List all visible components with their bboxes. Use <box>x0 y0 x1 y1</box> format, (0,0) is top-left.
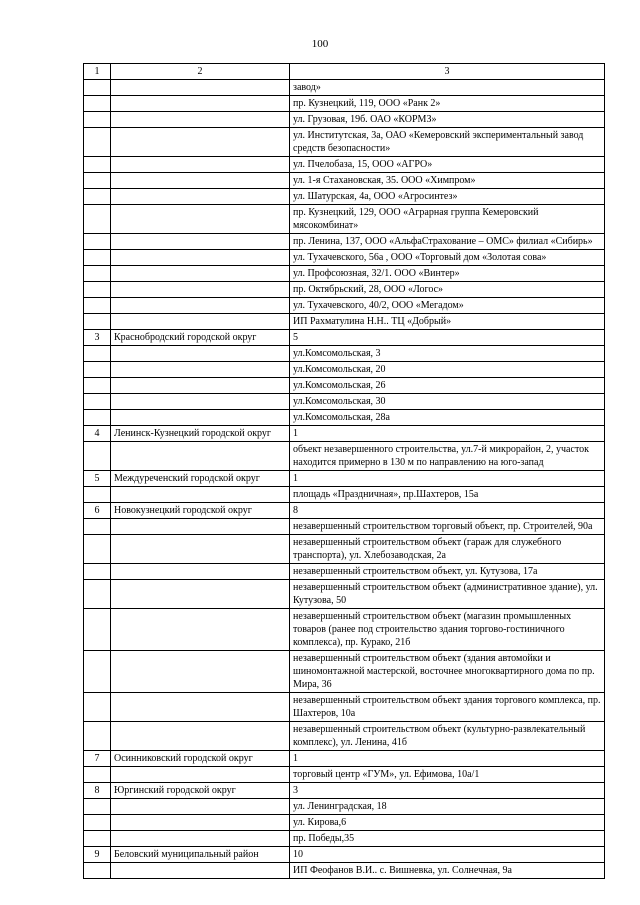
table-row <box>84 442 605 471</box>
row-number-cell <box>84 298 111 314</box>
district-name-cell <box>111 831 290 847</box>
row-number-cell <box>84 799 111 815</box>
district-name-cell <box>111 693 290 722</box>
address-cell: незавершенный строительством торговый объект, пр. Строителей, 90а <box>290 519 605 535</box>
row-number-cell <box>84 80 111 96</box>
district-name-cell <box>111 487 290 503</box>
row-number-cell <box>84 189 111 205</box>
address-cell: ул.Комсомольская, 20 <box>290 362 605 378</box>
table-row <box>84 189 605 205</box>
district-name-cell <box>111 80 290 96</box>
row-number-cell: 7 <box>84 751 111 767</box>
table-row <box>84 751 605 767</box>
address-cell: 5 <box>290 330 605 346</box>
address-cell: завод» <box>290 80 605 96</box>
address-cell: ул. Кирова,6 <box>290 815 605 831</box>
address-cell: ИП Рахматулина Н.Н.. ТЦ «Добрый» <box>290 314 605 330</box>
district-name-cell <box>111 815 290 831</box>
table-row <box>84 266 605 282</box>
table-row <box>84 394 605 410</box>
district-name-cell <box>111 250 290 266</box>
address-cell: пр. Октябрьский, 28, ООО «Логос» <box>290 282 605 298</box>
row-number-cell: 4 <box>84 426 111 442</box>
table-row <box>84 847 605 863</box>
page-number: 100 <box>311 38 329 50</box>
row-number-cell <box>84 564 111 580</box>
address-cell: пр. Ленина, 137, ООО «АльфаСтрахование – ОМС» филиал «Сибирь» <box>290 234 605 250</box>
district-name-cell: Ленинск-Кузнецкий городской округ <box>111 426 290 442</box>
row-number-cell <box>84 410 111 426</box>
address-cell: ул.Комсомольская, 30 <box>290 394 605 410</box>
table-row <box>84 410 605 426</box>
row-number-cell <box>84 863 111 879</box>
table-row <box>84 128 605 157</box>
district-name-cell <box>111 442 290 471</box>
row-number-cell <box>84 487 111 503</box>
district-name-cell <box>111 722 290 751</box>
address-cell: ул. Ленинградская, 18 <box>290 799 605 815</box>
row-number-cell <box>84 346 111 362</box>
table-row <box>84 96 605 112</box>
address-cell: ул. Шатурская, 4а, ООО «Агросинтез» <box>290 189 605 205</box>
district-name-cell <box>111 580 290 609</box>
header-cell: 3 <box>290 64 605 80</box>
address-cell: пр. Кузнецкий, 119, ООО «Ранк 2» <box>290 96 605 112</box>
address-cell: объект незавершенного строительства, ул.7-й микрорайон, 2, участок находится примерно в 130 м по направлению на юго-запад <box>290 442 605 471</box>
district-name-cell <box>111 189 290 205</box>
district-name-cell <box>111 234 290 250</box>
district-name-cell <box>111 282 290 298</box>
table-row <box>84 651 605 693</box>
table-row <box>84 378 605 394</box>
table-row <box>84 205 605 234</box>
table-row <box>84 314 605 330</box>
address-cell: 3 <box>290 783 605 799</box>
row-number-cell <box>84 205 111 234</box>
header-cell: 1 <box>84 64 111 80</box>
district-name-cell <box>111 157 290 173</box>
row-number-cell <box>84 519 111 535</box>
header-cell: 2 <box>111 64 290 80</box>
address-cell: ул. Пчелобаза, 15, ООО «АГРО» <box>290 157 605 173</box>
address-cell: незавершенный строительством объект (гараж для служебного транспорта), ул. Хлебозаводская, 2а <box>290 535 605 564</box>
district-name-cell <box>111 799 290 815</box>
row-number-cell <box>84 157 111 173</box>
table-row <box>84 722 605 751</box>
district-name-cell: Беловский муниципальный район <box>111 847 290 863</box>
address-cell: 1 <box>290 751 605 767</box>
row-number-cell <box>84 580 111 609</box>
district-name-cell <box>111 651 290 693</box>
row-number-cell <box>84 234 111 250</box>
table-row <box>84 783 605 799</box>
address-cell: ул. Тухачевского, 40/2, ООО «Мегадом» <box>290 298 605 314</box>
table-row <box>84 863 605 879</box>
district-name-cell <box>111 378 290 394</box>
table-row <box>84 609 605 651</box>
table-row <box>84 564 605 580</box>
row-number-cell: 5 <box>84 471 111 487</box>
address-cell: ул. Тухачевского, 56а , ООО «Торговый дом «Золотая сова» <box>290 250 605 266</box>
row-number-cell: 3 <box>84 330 111 346</box>
district-name-cell: Междуреченский городской округ <box>111 471 290 487</box>
row-number-cell: 9 <box>84 847 111 863</box>
row-number-cell <box>84 815 111 831</box>
row-number-cell <box>84 831 111 847</box>
table-row <box>84 112 605 128</box>
address-cell: ул. Институтская, 3а, ОАО «Кемеровский экспериментальный завод средств безопасности» <box>290 128 605 157</box>
district-name-cell <box>111 96 290 112</box>
address-cell: ул.Комсомольская, 26 <box>290 378 605 394</box>
row-number-cell <box>84 609 111 651</box>
table-row <box>84 298 605 314</box>
row-number-cell <box>84 96 111 112</box>
address-cell: ул. Грузовая, 19б. ОАО «КОРМЗ» <box>290 112 605 128</box>
row-number-cell <box>84 314 111 330</box>
row-number-cell <box>84 128 111 157</box>
row-number-cell <box>84 535 111 564</box>
district-name-cell: Юргинский городской округ <box>111 783 290 799</box>
district-name-cell <box>111 266 290 282</box>
address-cell: ул.Комсомольская, 3 <box>290 346 605 362</box>
row-number-cell <box>84 394 111 410</box>
address-cell: незавершенный строительством объект (магазин промышленных товаров (ранее под строительство здания торгово-гостиничного комплекса), пр. Курако, 21б <box>290 609 605 651</box>
row-number-cell <box>84 651 111 693</box>
address-cell: 1 <box>290 426 605 442</box>
district-name-cell <box>111 112 290 128</box>
address-cell: площадь «Праздничная», пр.Шахтеров, 15а <box>290 487 605 503</box>
table-row <box>84 346 605 362</box>
address-cell: незавершенный строительством объект (культурно-развлекательный комплекс), ул. Ленина, 41б <box>290 722 605 751</box>
address-cell: незавершенный строительством объект, ул. Кутузова, 17а <box>290 564 605 580</box>
district-name-cell <box>111 205 290 234</box>
row-number-cell: 8 <box>84 783 111 799</box>
district-name-cell: Новокузнецкий городской округ <box>111 503 290 519</box>
address-cell: ул. Профсоюзная, 32/1. ООО «Винтер» <box>290 266 605 282</box>
district-name-cell <box>111 863 290 879</box>
address-cell: 1 <box>290 471 605 487</box>
district-name-cell: Краснобродский городской округ <box>111 330 290 346</box>
district-name-cell <box>111 128 290 157</box>
district-name-cell <box>111 767 290 783</box>
address-cell: ул.Комсомольская, 28а <box>290 410 605 426</box>
table-row <box>84 503 605 519</box>
table-row <box>84 767 605 783</box>
address-cell: ул. 1-я Стахановская, 35. ООО «Химпром» <box>290 173 605 189</box>
table-row <box>84 535 605 564</box>
table-row <box>84 157 605 173</box>
district-name-cell <box>111 314 290 330</box>
district-name-cell <box>111 394 290 410</box>
row-number-cell: 6 <box>84 503 111 519</box>
row-number-cell <box>84 250 111 266</box>
address-cell: 10 <box>290 847 605 863</box>
row-number-cell <box>84 266 111 282</box>
address-cell: ИП Феофанов В.И.. с. Вишневка, ул. Солнечная, 9а <box>290 863 605 879</box>
address-cell: незавершенный строительством объект (административное здание), ул. Кутузова, 50 <box>290 580 605 609</box>
table-row <box>84 799 605 815</box>
district-name-cell <box>111 298 290 314</box>
district-name-cell <box>111 609 290 651</box>
table-row <box>84 580 605 609</box>
table-row <box>84 80 605 96</box>
row-number-cell <box>84 362 111 378</box>
district-name-cell <box>111 410 290 426</box>
district-name-cell <box>111 346 290 362</box>
table-row <box>84 234 605 250</box>
table-row <box>84 471 605 487</box>
address-cell: незавершенный строительством объект здания торгового комплекса, пр. Шахтеров, 10а <box>290 693 605 722</box>
district-name-cell <box>111 173 290 189</box>
table-row <box>84 693 605 722</box>
table-row <box>84 250 605 266</box>
address-cell: незавершенный строительством объект (здания автомойки и шиномонтажной мастерской, восточнее многоквартирного дома по пр. Мира, 36 <box>290 651 605 693</box>
table-row <box>84 519 605 535</box>
table-row <box>84 173 605 189</box>
row-number-cell <box>84 442 111 471</box>
address-cell: торговый центр «ГУМ», ул. Ефимова, 10а/1 <box>290 767 605 783</box>
table-row <box>84 362 605 378</box>
row-number-cell <box>84 767 111 783</box>
district-name-cell: Осинниковский городской округ <box>111 751 290 767</box>
table-row <box>84 330 605 346</box>
table-header-row <box>84 64 605 80</box>
table-row <box>84 831 605 847</box>
address-cell: пр. Победы,35 <box>290 831 605 847</box>
row-number-cell <box>84 282 111 298</box>
table-row <box>84 487 605 503</box>
address-cell: 8 <box>290 503 605 519</box>
row-number-cell <box>84 693 111 722</box>
table-row <box>84 426 605 442</box>
district-name-cell <box>111 362 290 378</box>
document-table <box>83 63 605 879</box>
row-number-cell <box>84 173 111 189</box>
row-number-cell <box>84 378 111 394</box>
district-name-cell <box>111 564 290 580</box>
table-row <box>84 815 605 831</box>
row-number-cell <box>84 112 111 128</box>
row-number-cell <box>84 722 111 751</box>
district-name-cell <box>111 535 290 564</box>
table-row <box>84 282 605 298</box>
district-name-cell <box>111 519 290 535</box>
address-cell: пр. Кузнецкий, 129, ООО «Аграрная группа Кемеровский мясокомбинат» <box>290 205 605 234</box>
